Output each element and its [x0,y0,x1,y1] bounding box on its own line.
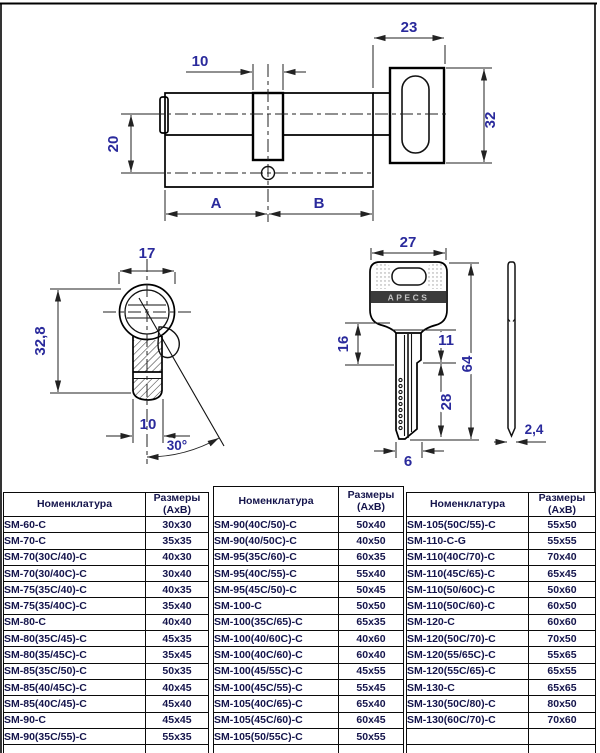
size-cell: 55x40 [339,565,404,581]
dim-label-knob-depth: 23 [400,19,418,36]
table-row [4,647,209,663]
size-cell: 65x35 [339,614,404,630]
table-row [214,549,404,565]
table-row [214,533,404,549]
size-cell: 40x40 [146,614,209,630]
model-cell: SM-85(40/45C)-C [4,679,146,695]
dim-label-segment-b: B [313,195,325,212]
table-row [214,647,404,663]
table-row [407,533,596,549]
parts-table-left [3,492,209,753]
table-row [407,647,596,663]
model-cell: SM-100(45/55C)-C [214,663,339,679]
size-cell: 65x55 [529,663,596,679]
column-header-nomenclature: Номенклатура [214,487,339,517]
table-row [214,696,404,712]
size-cell: 80x50 [529,696,596,712]
model-cell: SM-110(40C/70)-C [407,549,529,565]
table-row [407,696,596,712]
size-cell: 55x35 [146,728,209,744]
dim-label-front-cam-width: 10 [139,416,157,433]
size-cell: 65x65 [529,679,596,695]
dim-label-tip-width: 6 [403,453,413,470]
dim-label-step-length: 11 [438,332,454,349]
model-cell: SM-70-C [4,533,146,549]
table-row [214,679,404,695]
table-row [407,679,596,695]
table-row [4,533,209,549]
column-header-size [339,487,404,517]
header-size-line2: (АхВ) [163,503,191,516]
table-row [4,728,209,744]
table-row [407,614,596,630]
model-cell [214,745,339,753]
size-cell: 35x40 [146,598,209,614]
size-cell: 60x35 [339,549,404,565]
size-cell: 55x65 [529,647,596,663]
drawing-cylinder-front-view [32,245,224,464]
table-row [4,598,209,614]
model-cell: SM-105(50/55C)-C [214,728,339,744]
header-size-line1: Размеры [347,489,395,501]
size-cell: 40x45 [146,679,209,695]
size-cell: 40x30 [146,549,209,565]
size-cell: 30x40 [146,565,209,581]
model-cell: SM-70(30/40C)-C [4,565,146,581]
table-header-row [214,487,404,517]
table-row [4,549,209,565]
model-cell: SM-80(35/45C)-C [4,647,146,663]
size-cell [529,745,596,753]
model-cell: SM-120-C [407,614,529,630]
model-cell: SM-95(35C/60)-C [214,549,339,565]
dim-label-cam-width: 10 [191,53,209,70]
size-cell: 45x55 [339,663,404,679]
model-cell: SM-85(40C/45)-C [4,696,146,712]
table-row [407,728,596,744]
model-cell [4,745,146,753]
size-cell: 60x45 [339,712,404,728]
model-cell: SM-100-C [214,598,339,614]
model-cell: SM-105(45C/60)-C [214,712,339,728]
table-row [214,598,404,614]
brand-label: APECS [387,292,430,303]
model-cell: SM-85(35C/50)-C [4,663,146,679]
size-cell: 45x35 [146,631,209,647]
size-cell: 55x55 [529,533,596,549]
model-cell: SM-105(40C/65)-C [214,696,339,712]
model-cell: SM-60-C [4,517,146,533]
table-row [407,549,596,565]
header-size-line2: (АхВ) [357,500,385,513]
size-cell: 50x55 [339,728,404,744]
table-row [214,728,404,744]
drawing-key-front [335,234,479,470]
table-row [407,598,596,614]
size-cell: 45x40 [146,696,209,712]
size-cell [339,745,404,753]
model-cell: SM-100(45C/55)-C [214,679,339,695]
table-row [407,517,596,533]
dim-label-head-width: 27 [399,234,417,251]
table-row [4,712,209,728]
model-cell: SM-70(30C/40)-C [4,549,146,565]
dim-label-front-height: 32,8 [32,326,49,356]
model-cell: SM-100(40C/60)-C [214,647,339,663]
table-row [407,565,596,581]
size-cell: 40x35 [146,582,209,598]
size-cell: 70x40 [529,549,596,565]
size-cell: 35x45 [146,647,209,663]
table-row [214,712,404,728]
model-cell: SM-120(55C/65)-C [407,663,529,679]
table-row [4,745,209,753]
parts-table-middle [213,486,404,753]
model-cell: SM-110(45C/65)-C [407,565,529,581]
model-cell: SM-95(40C/55)-C [214,565,339,581]
size-cell: 60x50 [529,598,596,614]
table-header-row [4,493,209,517]
size-cell: 55x50 [529,517,596,533]
model-cell: SM-130(60C/70)-C [407,712,529,728]
table-row [214,565,404,581]
table-row [214,631,404,647]
size-cell: 50x40 [339,517,404,533]
table-row [407,631,596,647]
column-header-nomenclature: Номенклатура [4,493,146,517]
column-header-size [146,493,209,517]
table-row [214,614,404,630]
model-cell: SM-90-C [4,712,146,728]
model-cell: SM-75(35C/40)-C [4,582,146,598]
table-row [4,517,209,533]
column-header-nomenclature: Номенклатура [407,493,529,517]
model-cell: SM-120(55/65C)-C [407,647,529,663]
header-size-line1: Размеры [153,492,201,504]
table-row [214,582,404,598]
header-size-line1: Размеры [538,492,586,504]
model-cell: SM-80(35C/45)-C [4,631,146,647]
size-cell: 55x45 [339,679,404,695]
model-cell: SM-90(40/50C)-C [214,533,339,549]
model-cell: SM-80-C [4,614,146,630]
dim-label-segment-a: A [210,195,222,212]
model-cell: SM-90(40C/50)-C [214,517,339,533]
model-cell: SM-90(35C/55)-C [4,728,146,744]
size-cell: 70x50 [529,631,596,647]
dim-label-axis-offset: 20 [105,135,122,153]
model-cell: SM-100(35C/65)-C [214,614,339,630]
size-cell: 50x45 [339,582,404,598]
model-cell: SM-105(50C/55)-C [407,517,529,533]
model-cell: SM-110(50C/60)-C [407,598,529,614]
model-cell: SM-100(40/60C)-C [214,631,339,647]
model-cell: SM-130(50C/80)-C [407,696,529,712]
dim-label-thickness: 2,4 [524,422,544,437]
key-cuts [399,378,402,429]
table-row [407,712,596,728]
dim-label-shoulder-length: 16 [335,335,352,353]
header-size-line2: (АхВ) [548,503,576,516]
model-cell: SM-95(45C/50)-C [214,582,339,598]
key-ring-hole [392,268,426,285]
parts-table-right [406,492,596,753]
dim-label-front-width: 17 [138,245,156,262]
size-cell [529,728,596,744]
size-cell: 50x50 [339,598,404,614]
dim-label-rotation-angle: 30° [166,438,188,453]
table-row [4,663,209,679]
drawing-cylinder-side-view [105,19,499,222]
size-cell: 50x60 [529,582,596,598]
size-cell [146,745,209,753]
dim-label-blade-length: 28 [438,393,455,411]
table-row [4,565,209,581]
size-cell: 50x35 [146,663,209,679]
model-cell: SM-110-C-G [407,533,529,549]
table-row [214,517,404,533]
size-cell: 40x60 [339,631,404,647]
size-cell: 70x60 [529,712,596,728]
table-row [4,631,209,647]
table-row [407,663,596,679]
table-row [214,663,404,679]
model-cell [407,728,529,744]
table-row [4,582,209,598]
table-header-row [407,493,596,517]
dim-label-total-length: 64 [459,355,476,373]
size-cell: 60x40 [339,647,404,663]
thumbturn-knob [390,68,444,163]
drawing-key-side [494,262,546,442]
size-cell: 60x60 [529,614,596,630]
table-row [407,582,596,598]
size-cell: 65x45 [529,565,596,581]
model-cell: SM-130-C [407,679,529,695]
table-row [4,679,209,695]
model-cell: SM-120(50C/70)-C [407,631,529,647]
size-cell: 40x50 [339,533,404,549]
table-row [214,745,404,753]
model-cell: SM-110(50/60C)-C [407,582,529,598]
column-header-size [529,493,596,517]
size-cell: 45x45 [146,712,209,728]
size-cell: 30x30 [146,517,209,533]
model-cell: SM-75(35/40C)-C [4,598,146,614]
table-row [4,696,209,712]
model-cell [407,745,529,753]
size-cell: 65x40 [339,696,404,712]
table-row [407,745,596,753]
dim-label-knob-height: 32 [482,111,499,129]
table-row [4,614,209,630]
size-cell: 35x35 [146,533,209,549]
